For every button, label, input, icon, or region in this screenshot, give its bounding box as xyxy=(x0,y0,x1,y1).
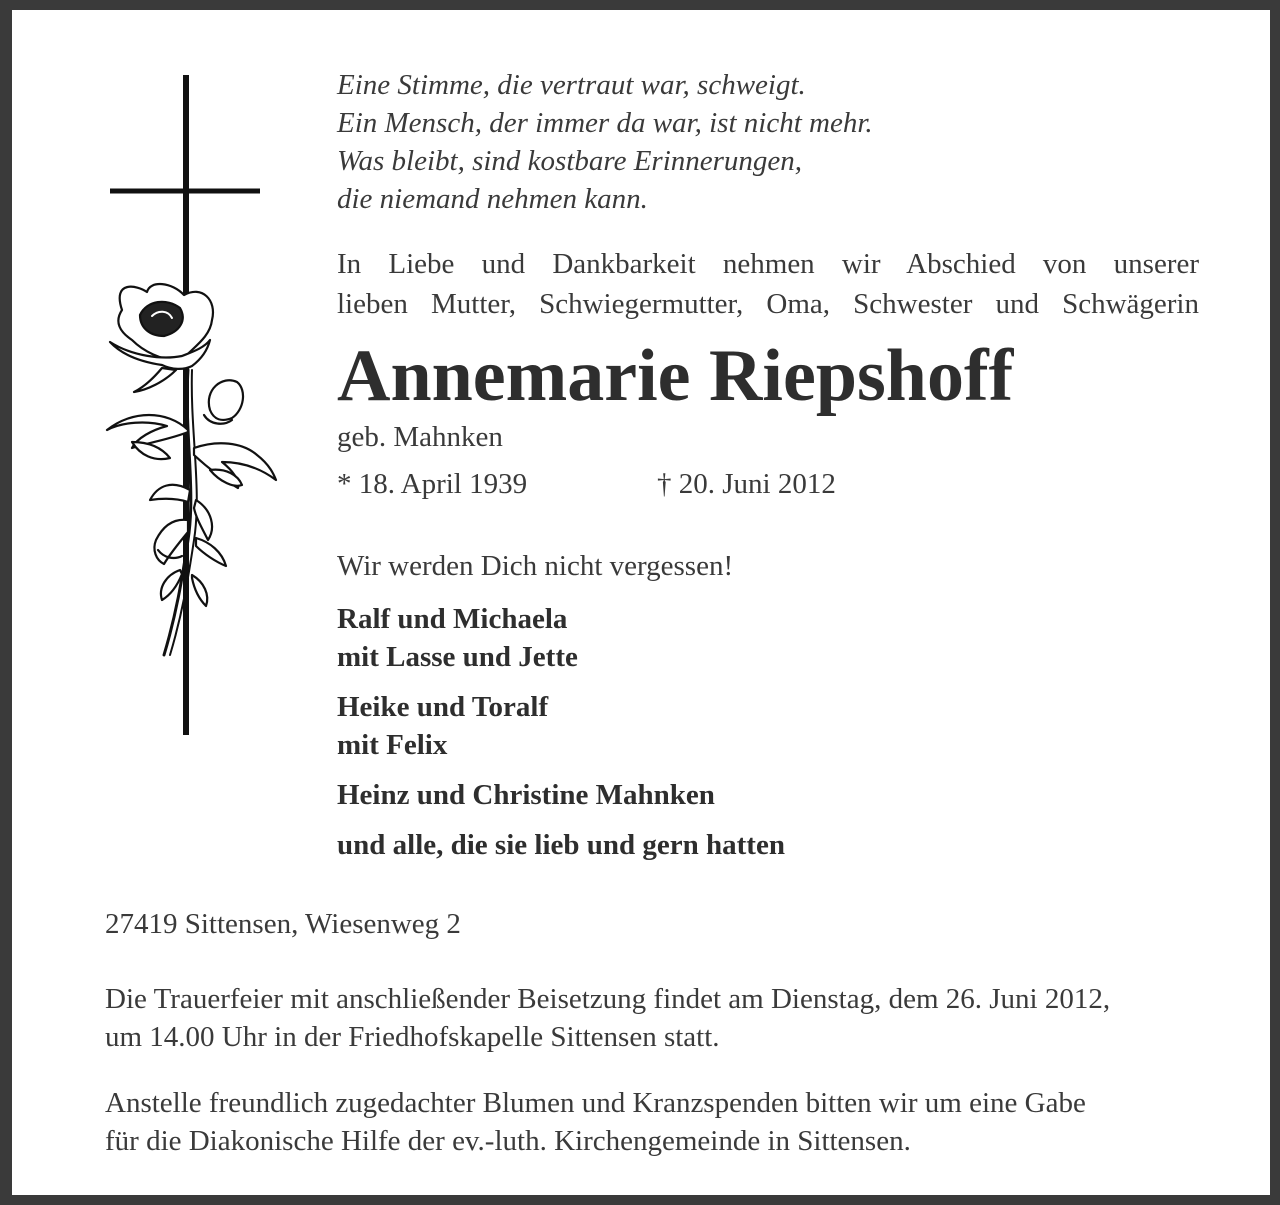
cross-and-rose-ornament xyxy=(92,70,292,740)
poem-line: Eine Stimme, die vertraut war, schweigt. xyxy=(337,69,806,101)
mourner-group xyxy=(337,776,1197,814)
intro-line: lieben Mutter, Schwiegermutter, Oma, Schwester und Schwägerin xyxy=(337,288,1199,320)
intro-line: In Liebe und Dankbarkeit nehmen wir Abschied von unserer xyxy=(337,248,1199,280)
mourner-group xyxy=(337,688,1197,764)
donation-notice xyxy=(105,1084,1205,1160)
mourner-group xyxy=(337,826,1197,864)
funeral-notice xyxy=(105,980,1205,1056)
birth-date: * 18. April 1939 xyxy=(337,468,528,500)
poem xyxy=(337,66,1217,218)
mourner-line: mit Lasse und Jette xyxy=(337,641,578,673)
deceased-name: Annemarie Riepshoff xyxy=(337,335,1014,417)
mourner-line: und alle, die sie lieb und gern hatten xyxy=(337,829,785,861)
address: 27419 Sittensen, Wiesenweg 2 xyxy=(105,908,461,940)
poem-line: die niemand nehmen kann. xyxy=(337,183,648,215)
poem-line: Was bleibt, sind kostbare Erinnerungen, xyxy=(337,145,803,177)
rose-icon xyxy=(107,284,276,655)
poem-line: Ein Mensch, der immer da war, ist nicht mehr. xyxy=(337,107,873,139)
funeral-notice-line: um 14.00 Uhr in der Friedhofskapelle Sittensen statt. xyxy=(105,1021,720,1053)
mourner-line: mit Felix xyxy=(337,729,448,761)
intro-text xyxy=(337,244,1199,324)
mourners-list xyxy=(337,600,1197,876)
mourner-line: Heinz und Christine Mahnken xyxy=(337,779,715,811)
mourner-line: Ralf und Michaela xyxy=(337,603,568,635)
remembrance-line: Wir werden Dich nicht vergessen! xyxy=(337,550,734,582)
donation-notice-line: Anstelle freundlich zugedachter Blumen und Kranzspenden bitten wir um eine Gabe xyxy=(105,1087,1086,1119)
donation-notice-line: für die Diakonische Hilfe der ev.-luth. Kirchengemeinde in Sittensen. xyxy=(105,1125,911,1157)
funeral-notice-line: Die Trauerfeier mit anschließender Beisetzung findet am Dienstag, dem 26. Juni 2012, xyxy=(105,983,1111,1015)
death-date: † 20. Juni 2012 xyxy=(657,468,836,500)
maiden-name: geb. Mahnken xyxy=(337,421,503,453)
mourner-group xyxy=(337,600,1197,676)
mourner-line: Heike und Toralf xyxy=(337,691,549,723)
